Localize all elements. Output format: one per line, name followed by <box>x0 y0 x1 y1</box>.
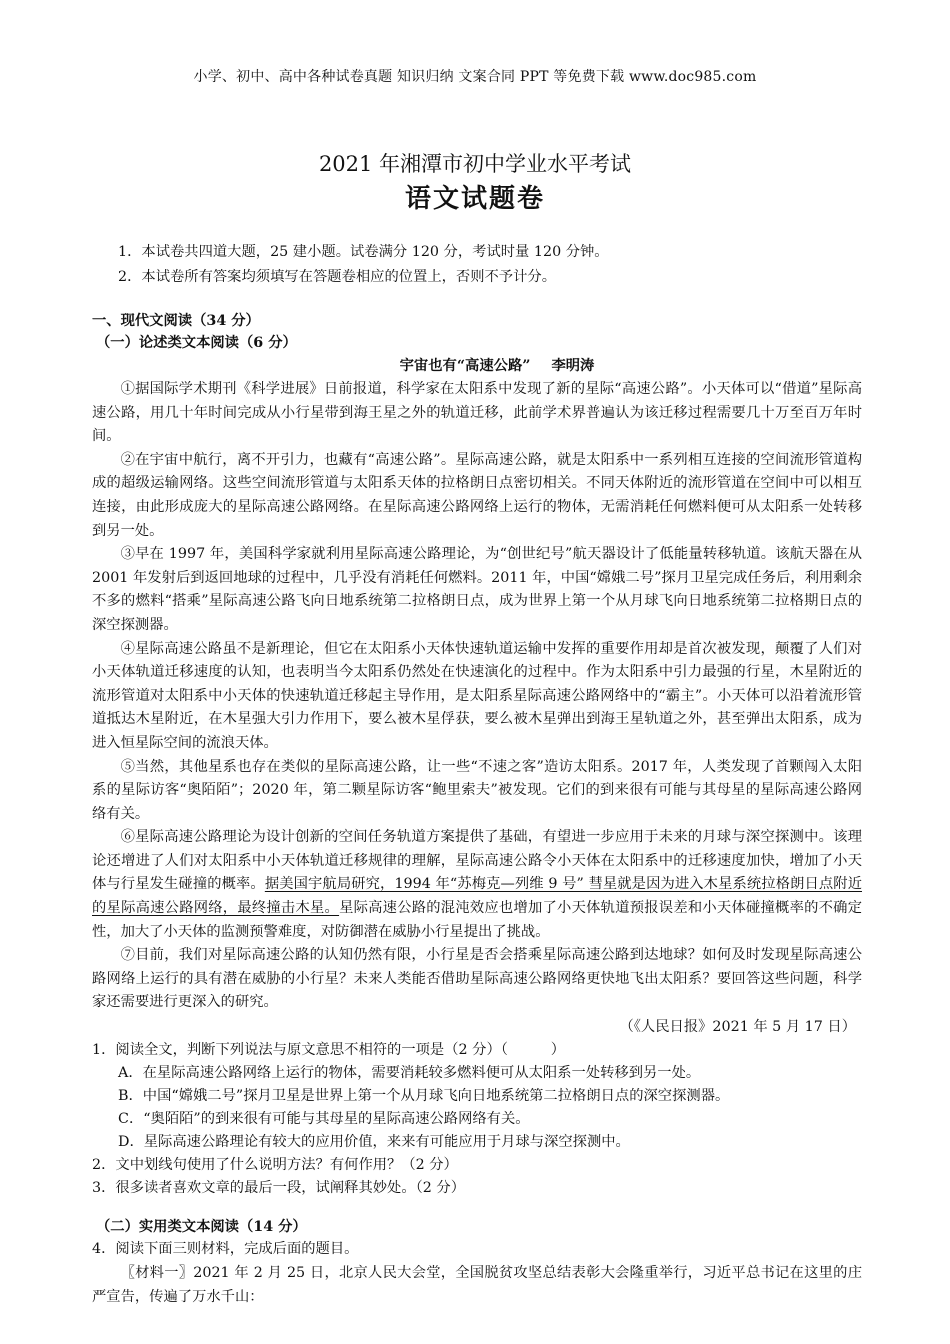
question-1: 1．阅读全文，判断下列说法与原文意思不相符的一项是（2 分）（ ） <box>92 1042 566 1059</box>
subsection-heading: （一）论述类文本阅读（6 分） <box>96 335 297 351</box>
article-paragraph: ③早在 1997 年，美国科学家就利用星际高速公路理论，为“创世纪号”航天器设计了低能量转移轨道。该航天器在从 2001 年发射后到返回地球的过程中，几乎没有消耗任何燃料。2011 年，中国“嫦娥二号”探月卫星完成任务后，利用剩余不多的燃料“搭乘”星际高速公路飞向日地系统第二拉格朗日点，成为世界上第一个从月球飞向日地系统第二拉格期日点的深空探测器。 <box>92 546 862 633</box>
option-b: B．中国“嫦娥二号”探月卫星是世界上第一个从月球飞向日地系统第二拉格朗日点的深空探测器。 <box>118 1088 730 1105</box>
article-paragraph: ④星际高速公路虽不是新理论，但它在太阳系小天体快速轨道运输中发挥的重要作用却是首次被发现，颠覆了人们对小天体轨道迁移速度的认知，也表明当今太阳系仍然处在快速演化的过程中。作为太阳系中引力最强的行星，木星附近的流形管道对太阳系中小天体的快速轨道迁移起主导作用，是太阳系星际高速公路网络中的“霸主”。小天体可以沿着流形管道抵达木星附近，在木星强大引力作用下，要么被木星俘获，要么被木星弹出到海王星轨道之外，甚至弹出太阳系，成为进入恒星际空间的流浪天体。 <box>92 640 862 751</box>
article-title-text: 宇宙也有“高速公路” <box>399 358 531 374</box>
article-author: 李明涛 <box>551 358 595 374</box>
question-3: 3．很多读者喜欢文章的最后一段，试阐释其妙处。（2 分） <box>92 1180 466 1197</box>
subsection-heading: （二）实用类文本阅读（14 分） <box>96 1219 307 1236</box>
site-header: 小学、初中、高中各种试卷真题 知识归纳 文案合同 PPT 等免费下载 www.doc985.com <box>193 69 757 85</box>
underlined-sentence: 据美国宇航局研究，1994 年“苏梅克—列维 9 号” 彗星就是因为进入木星系统拉格朗日点附近的星际高速公路网络，最终撞击木星。 <box>92 876 862 917</box>
article-paragraph-6 <box>92 826 862 944</box>
paragraph-text: ⑥星际高速公路理论为设计创新的空间任务轨道方案提供了基础，有望进一步应用于未来的月球与深空探测中。该理论还增进了人们对太阳系中小天体轨道迁移规律的理解，星际高速公路令小天体在太阳系中的迁移速度加快，增加了小天体与行星发生碰撞的概率。 <box>92 829 862 893</box>
article-paragraph: ⑦目前，我们对星际高速公路的认知仍然有限，小行星是否会搭乘星际高速公路到达地球？如何及时发现星际高速公路网络上运行的具有潜在威胁的小行星？未来人类能否借助星际高速公路网络更快地飞出太阳系？要回答这些问题，科学家还需要进行更深入的研究。 <box>92 947 862 1011</box>
option-d: D．星际高速公路理论有较大的应用价值，来来有可能应用于月球与深空探测中。 <box>118 1134 630 1151</box>
article-paragraph: ⑤当然，其他星系也存在类似的星际高速公路，让一些“不速之客”造访太阳系。2017 年，人类发现了首颗闯入太阳系的星际访客“奥陌陌”；2020 年，第二颗星际访客“鲍里索夫”被发现。它们的到来很有可能与其母星的星际高速公路网络有关。 <box>92 758 862 822</box>
option-c: C．“奥陌陌”的到来很有可能与其母星的星际高速公路网络有关。 <box>118 1111 530 1128</box>
question-4: 4．阅读下面三则材料，完成后面的题目。 <box>92 1241 359 1258</box>
article-source: （《人民日报》2021 年 5 月 17 日） <box>619 1019 856 1036</box>
paragraph-text: 星际高速公路的混沌效应也增加了小天体轨道预报误差和小天体碰撞概率的不确定性，加大了小天体的监测预警难度，对防御潜在威胁小行星提出了挑战。 <box>92 900 863 940</box>
question-2: 2．文中划线句使用了什么说明方法？有何作用？（2 分） <box>92 1157 458 1174</box>
exam-subtitle: 语文试题卷 <box>404 184 545 214</box>
instruction-note: 1．本试卷共四道大题，25 建小题。试卷满分 120 分，考试时量 120 分钟。 <box>118 244 609 260</box>
exam-body <box>92 240 862 1309</box>
exam-title: 2021 年湘潭市初中学业水平考试 <box>318 152 632 176</box>
instruction-note: 2．本试卷所有答案均须填写在答题卷相应的位置上，否则不予计分。 <box>118 269 556 285</box>
option-a: A．在星际高速公路网络上运行的物体，需要消耗较多燃料便可从太阳系一处转移到另一处。 <box>118 1065 701 1082</box>
article-title <box>92 354 862 378</box>
section-heading: 一、现代文阅读（34 分） <box>92 313 260 329</box>
article-paragraph: ②在宇宙中航行，离不开引力，也藏有“高速公路”。星际高速公路，就是太阳系中一系列相互连接的空间流形管道构成的超级运输网络。这些空间流形管道与太阳系天体的拉格朗日点密切相关。不同天体附近的流形管道在空间中可以相互连接，由此形成庞大的星际高速公路网络。在星际高速公路网络上运行的物体，无需消耗任何燃料便可从太阳系一处转移到另一处。 <box>92 451 862 539</box>
article-paragraph: ①据国际学术期刊《科学进展》日前报道，科学家在太阳系中发现了新的星际“高速公路”。小天体可以“借道”星际高速公路，用几十年时间完成从小行星带到海王星之外的轨道迁移，此前学术界普遍认为该迁移过程需要几十万至百万年时间。 <box>92 381 862 445</box>
material-1: 〖材料一〗2021 年 2 月 25 日，北京人民大会堂，全国脱贫攻坚总结表彰大会隆重举行，习近平总书记在这里的庄严宣告，传遍了万水千山： <box>92 1265 862 1306</box>
